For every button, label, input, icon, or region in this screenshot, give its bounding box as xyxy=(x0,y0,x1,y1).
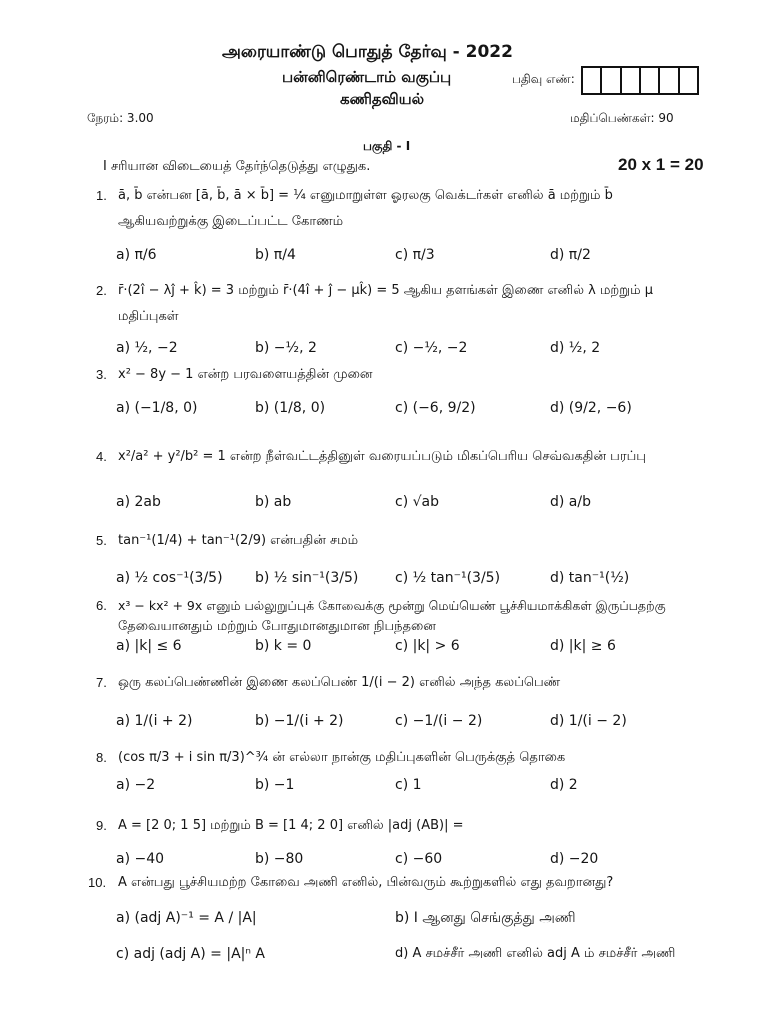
option-a: a) −40 xyxy=(116,851,165,867)
option-c: c) 1 xyxy=(395,777,422,793)
register-digit-box[interactable] xyxy=(641,68,660,93)
question-text-continued: தேவையானதும் மற்றும் போதுமானதுமான நிபந்தனை xyxy=(118,619,436,634)
option-d: d) tan⁻¹(½) xyxy=(550,570,630,586)
question-number: 5. xyxy=(96,533,107,548)
option-d: d) a/b xyxy=(550,494,591,510)
question-number: 6. xyxy=(96,598,107,613)
option-b: b) (1/8, 0) xyxy=(255,400,326,416)
option-d: d) ½, 2 xyxy=(550,340,601,356)
option-d: d) 2 xyxy=(550,777,578,793)
question-text: A என்பது பூச்சியமற்ற கோவை அணி எனில், பின்வரும் கூற்றுகளில் எது தவறானது? xyxy=(118,875,614,890)
option-d: d) A சமச்சீர் அணி எனில் adj A ம் சமச்சீர் அணி xyxy=(395,946,676,961)
subject-title: கணிதவியல் xyxy=(340,90,425,108)
question-text: x² − 8y − 1 என்ற பரவளையத்தின் முனை xyxy=(118,367,373,382)
question-number: 7. xyxy=(96,675,107,690)
option-d: d) (9/2, −6) xyxy=(550,400,632,416)
option-a: a) −2 xyxy=(116,777,156,793)
class-label: பன்னிரெண்டாம் வகுப்பு xyxy=(282,68,452,86)
option-a: a) |k| ≤ 6 xyxy=(116,638,182,654)
option-b: b) I ஆனது செங்குத்து அணி xyxy=(395,910,576,926)
question-number: 1. xyxy=(96,188,107,203)
question-text: x²/a² + y²/b² = 1 என்ற நீள்வட்டத்தினுள் வரையப்படும் மிகப்பெரிய செவ்வகதின் பரப்பு xyxy=(118,449,646,464)
option-b: b) −80 xyxy=(255,851,304,867)
question-text: x³ − kx² + 9x எனும் பல்லுறுப்புக் கோவைக்கு மூன்று மெய்யெண் பூச்சியமாக்கிகள் இருப்பதற்கு xyxy=(118,598,666,613)
option-c: c) −1/(i − 2) xyxy=(395,713,483,729)
option-b: b) −½, 2 xyxy=(255,340,317,356)
option-d: d) 1/(i − 2) xyxy=(550,713,627,729)
register-number-boxes[interactable] xyxy=(581,66,699,95)
question-number: 2. xyxy=(96,283,107,298)
option-a: a) 1/(i + 2) xyxy=(116,713,193,729)
option-c: c) ½ tan⁻¹(3/5) xyxy=(395,570,501,586)
register-digit-box[interactable] xyxy=(583,68,602,93)
option-a: a) ½ cos⁻¹(3/5) xyxy=(116,570,223,586)
option-c: c) −½, −2 xyxy=(395,340,468,356)
option-b: b) k = 0 xyxy=(255,638,312,654)
option-c: c) (−6, 9/2) xyxy=(395,400,476,416)
register-digit-box[interactable] xyxy=(660,68,679,93)
option-d: d) |k| ≥ 6 xyxy=(550,638,616,654)
question-number: 4. xyxy=(96,449,107,464)
question-number: 3. xyxy=(96,367,107,382)
option-a: a) π/6 xyxy=(116,247,157,263)
option-b: b) ab xyxy=(255,494,292,510)
register-number-label: பதிவு எண்: xyxy=(512,72,575,86)
register-digit-box[interactable] xyxy=(622,68,641,93)
option-c: c) −60 xyxy=(395,851,443,867)
question-text: (cos π/3 + i sin π/3)^¾ ன் எல்லா நான்கு மதிப்புகளின் பெருக்குத் தொகை xyxy=(118,750,566,765)
question-text: ஒரு கலப்பெண்ணின் இணை கலப்பெண் 1/(i − 2) எனில் அந்த கலப்பெண் xyxy=(118,675,561,690)
option-c: c) adj (adj A) = |A|ⁿ A xyxy=(116,946,265,962)
question-text: A = [2 0; 1 5] மற்றும் B = [1 4; 2 0] எனில் |adj (AB)| = xyxy=(118,818,464,833)
max-marks: மதிப்பெண்கள்: 90 xyxy=(570,111,674,125)
question-text: r̄·(2î − λĵ + k̂) = 3 மற்றும் r̄·(4î + ĵ − μk̂) = 5 ஆகிய தளங்கள் இணை எனில் λ மற்றும் μ xyxy=(118,283,654,298)
section-marks: 20 x 1 = 20 xyxy=(618,155,704,174)
question-text: tan⁻¹(1/4) + tan⁻¹(2/9) என்பதின் சமம் xyxy=(118,533,359,548)
question-text-continued: ஆகியவற்றுக்கு இடைப்பட்ட கோணம் xyxy=(118,214,344,229)
section-title: பகுதி - I xyxy=(363,139,411,153)
option-b: b) −1 xyxy=(255,777,295,793)
question-text-continued: மதிப்புகள் xyxy=(118,309,179,324)
option-a: a) (−1/8, 0) xyxy=(116,400,198,416)
option-a: a) 2ab xyxy=(116,494,161,510)
option-b: b) −1/(i + 2) xyxy=(255,713,344,729)
option-a: a) (adj A)⁻¹ = A / |A| xyxy=(116,910,257,926)
question-number: 8. xyxy=(96,750,107,765)
register-digit-box[interactable] xyxy=(602,68,621,93)
question-text: ā, b̄ என்பன [ā, b̄, ā × b̄] = ¼ எனுமாறுள்ள ஓரலகு வெக்டர்கள் எனில் ā மற்றும் b̄ xyxy=(118,188,613,203)
exam-time: நேரம்: 3.00 xyxy=(87,111,154,125)
option-c: c) √ab xyxy=(395,494,439,510)
option-d: d) π/2 xyxy=(550,247,591,263)
register-digit-box[interactable] xyxy=(680,68,697,93)
question-number: 10. xyxy=(88,875,107,890)
option-c: c) |k| > 6 xyxy=(395,638,460,654)
section-instruction: I சரியான விடையைத் தேர்ந்தெடுத்து எழுதுக. xyxy=(103,159,371,174)
option-d: d) −20 xyxy=(550,851,599,867)
option-c: c) π/3 xyxy=(395,247,435,263)
option-a: a) ½, −2 xyxy=(116,340,178,356)
exam-title: அரையாண்டு பொதுத் தேர்வு - 2022 xyxy=(222,42,513,62)
question-number: 9. xyxy=(96,818,107,833)
option-b: b) ½ sin⁻¹(3/5) xyxy=(255,570,359,586)
option-b: b) π/4 xyxy=(255,247,296,263)
